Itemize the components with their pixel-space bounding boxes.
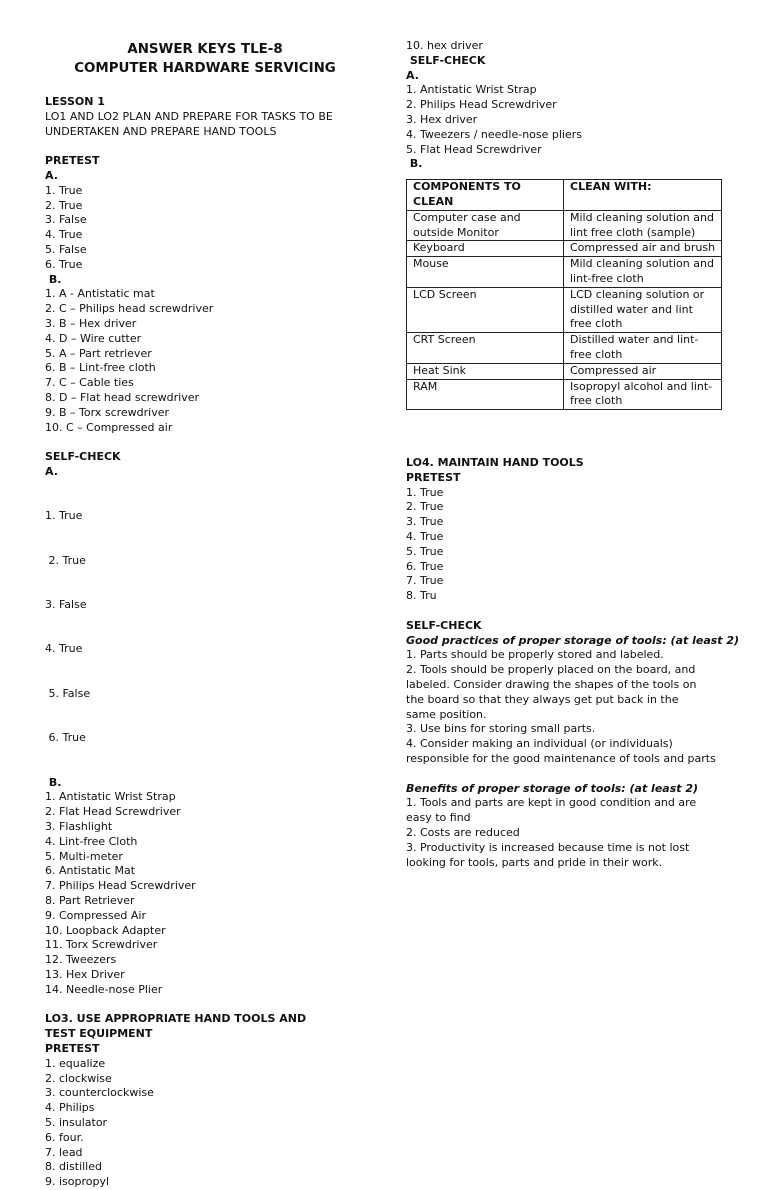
list-item: 8. Part Retriever (45, 894, 135, 908)
list-item: 6. True (45, 731, 86, 745)
list-item: 1. A - Antistatic mat (45, 287, 155, 301)
table-header-clean-with: CLEAN WITH: (564, 180, 722, 211)
lo4-pretest-list (406, 486, 731, 604)
list-item: 2. clockwise (45, 1071, 112, 1085)
list-item: 14. Needle-nose Plier (45, 982, 163, 996)
lo4-selfcheck-heading: SELF-CHECK (406, 618, 482, 632)
table-cell: LCD cleaning solution or distilled water and lint free cloth (564, 287, 722, 332)
lesson1-pretest-heading: PRETEST (45, 154, 100, 168)
lo4-heading: LO4. MAINTAIN HAND TOOLS (406, 456, 584, 469)
list-item: 6. B – Lint-free cloth (45, 361, 156, 375)
list-item: 2. Costs are reduced (406, 825, 520, 839)
list-item: 1. equalize (45, 1056, 106, 1070)
list-item: 4. Lint-free Cloth (45, 834, 138, 848)
lesson1-selfcheck-b-list (45, 790, 365, 997)
list-item: 8. Tru (406, 589, 437, 603)
table-cell: CRT Screen (407, 333, 564, 364)
lesson1-pretest-b-label: B. (45, 272, 62, 286)
table-cell: Distilled water and lint-free cloth (564, 333, 722, 364)
table-row (407, 363, 722, 379)
benefits-list (406, 796, 731, 870)
list-item: 5. Multi-meter (45, 849, 123, 863)
table-cell: Compressed air and brush (564, 241, 722, 257)
list-item: 2. Flat Head Screwdriver (45, 805, 181, 819)
table-cell: Mild cleaning solution and lint-free cloth (564, 257, 722, 288)
list-item: 10. C – Compressed air (45, 420, 173, 434)
list-item: 7. Philips Head Screwdriver (45, 879, 196, 893)
list-item: 3. Hex driver (406, 112, 478, 126)
list-item: 4. Consider making an individual (or individuals) responsible for the good maintenance of tools and parts (406, 737, 716, 765)
lo3-selfcheck-b-label: B. (406, 157, 423, 171)
title-line-1: ANSWER KEYS TLE-8 (127, 42, 283, 57)
list-item: 8. D – Flat head screwdriver (45, 390, 200, 404)
list-item: 10. hex driver (406, 39, 483, 52)
list-item: 6. four. (45, 1130, 84, 1144)
good-practices-list (406, 648, 731, 766)
lo3-continued (406, 39, 731, 410)
lo4-pretest-heading: PRETEST (406, 470, 461, 484)
list-item: 2. C – Philips head screwdriver (45, 302, 214, 316)
lesson1-selfcheck-b-label: B. (45, 775, 62, 789)
lesson1-pretest-a-label: A. (45, 168, 58, 182)
lo3-selfcheck-a-list (406, 83, 731, 157)
list-item: 6. True (406, 559, 444, 573)
table-header-components: COMPONENTS TO CLEAN (407, 180, 564, 211)
cleaning-table (406, 179, 722, 410)
list-item: 5. True (406, 544, 444, 558)
list-item: 7. C – Cable ties (45, 376, 134, 390)
table-row (407, 287, 722, 332)
table-row (407, 257, 722, 288)
table-row (407, 210, 722, 241)
lesson1-pretest-a-list (45, 184, 365, 273)
list-item: 10. Loopback Adapter (45, 923, 166, 937)
list-item: 7. lead (45, 1145, 83, 1159)
list-item: 5. False (45, 242, 87, 256)
list-item: 4. True (406, 529, 444, 543)
list-item: 4. Philips (45, 1101, 95, 1115)
list-item: 5. False (45, 686, 91, 700)
title-line-2: COMPUTER HARDWARE SERVICING (74, 61, 336, 76)
table-row (407, 241, 722, 257)
list-item: 3. False (45, 598, 87, 612)
lesson1-selfcheck-heading: SELF-CHECK (45, 450, 121, 464)
list-item: 9. B – Torx screwdriver (45, 405, 170, 419)
list-item: 3. False (45, 213, 87, 227)
list-item: 1. True (406, 485, 444, 499)
table-row (407, 379, 722, 410)
lo3-selfcheck-a-label: A. (406, 68, 419, 82)
table-cell: Keyboard (407, 241, 564, 257)
lo3-pretest-list (45, 1057, 365, 1190)
good-practices-heading: Good practices of proper storage of tools: (at least 2) (406, 633, 740, 647)
list-item: 5. Flat Head Screwdriver (406, 142, 542, 156)
list-item: 6. Antistatic Mat (45, 864, 136, 878)
list-item: 2. True (45, 553, 86, 567)
lesson1-selfcheck-a-list (45, 480, 365, 776)
list-item: 3. Productivity is increased because time is not lost looking for tools, parts and pride in their work. (406, 840, 690, 869)
lo3-heading: LO3. USE APPROPRIATE HAND TOOLS AND TEST EQUIPMENT (45, 1012, 307, 1041)
list-item: 9. Compressed Air (45, 908, 146, 922)
list-item: 3. B – Hex driver (45, 316, 137, 330)
lo3-selfcheck-heading: SELF-CHECK (406, 53, 486, 67)
table-cell: Mouse (407, 257, 564, 288)
list-item: 4. Tweezers / needle-nose pliers (406, 127, 583, 141)
list-item: 1. Antistatic Wrist Strap (406, 83, 537, 97)
list-item: 9. isopropyl (45, 1175, 110, 1189)
list-item: 4. True (45, 228, 83, 242)
list-item: 7. True (406, 574, 444, 588)
list-item: 4. D – Wire cutter (45, 331, 142, 345)
table-cell: Computer case and outside Monitor (407, 210, 564, 241)
table-cell: RAM (407, 379, 564, 410)
list-item: 1. Parts should be properly stored and labeled. (406, 648, 664, 662)
list-item: 2. True (45, 198, 83, 212)
list-item: 3. Flashlight (45, 820, 113, 834)
list-item: 13. Hex Driver (45, 968, 125, 982)
benefits-heading: Benefits of proper storage of tools: (at least 2) (406, 781, 699, 795)
table-cell: LCD Screen (407, 287, 564, 332)
list-item: 3. counterclockwise (45, 1086, 154, 1100)
table-cell: Isopropyl alcohol and lint-free cloth (564, 379, 722, 410)
list-item: 8. distilled (45, 1160, 102, 1174)
list-item: 11. Torx Screwdriver (45, 938, 158, 952)
lesson1-selfcheck-a-label: A. (45, 464, 58, 478)
list-item: 12. Tweezers (45, 953, 117, 967)
list-item: 1. Antistatic Wrist Strap (45, 790, 176, 804)
table-cell: Heat Sink (407, 363, 564, 379)
list-item: 5. insulator (45, 1115, 108, 1129)
list-item: 2. Tools should be properly placed on the board, and labeled. Consider drawing the shapes of the tools on the board so that they always get put back in the same position. (406, 663, 697, 721)
table-row (407, 333, 722, 364)
lesson1-section (45, 95, 365, 1190)
list-item: 5. A – Part retriever (45, 346, 152, 360)
lesson1-heading: LESSON 1 (45, 95, 105, 108)
lo3-pretest-heading: PRETEST (45, 1042, 100, 1055)
lo4-section (406, 456, 740, 870)
list-item: 3. True (406, 515, 444, 529)
table-header-row (407, 180, 722, 211)
list-item: 2. Philips Head Screwdriver (406, 98, 557, 112)
list-item: 1. True (45, 509, 83, 523)
document-title (45, 40, 365, 78)
table-cell: Mild cleaning solution and lint free cloth (sample) (564, 210, 722, 241)
lesson1-subtitle: LO1 AND LO2 PLAN AND PREPARE FOR TASKS TO BE UNDERTAKEN AND PREPARE HAND TOOLS (45, 109, 333, 138)
list-item: 6. True (45, 257, 83, 271)
list-item: 3. Use bins for storing small parts. (406, 722, 596, 736)
list-item: 1. True (45, 183, 83, 197)
list-item: 2. True (406, 500, 444, 514)
table-cell: Compressed air (564, 363, 722, 379)
list-item: 1. Tools and parts are kept in good condition and are easy to find (406, 796, 697, 825)
list-item: 4. True (45, 642, 83, 656)
lesson1-pretest-b-list (45, 287, 365, 435)
